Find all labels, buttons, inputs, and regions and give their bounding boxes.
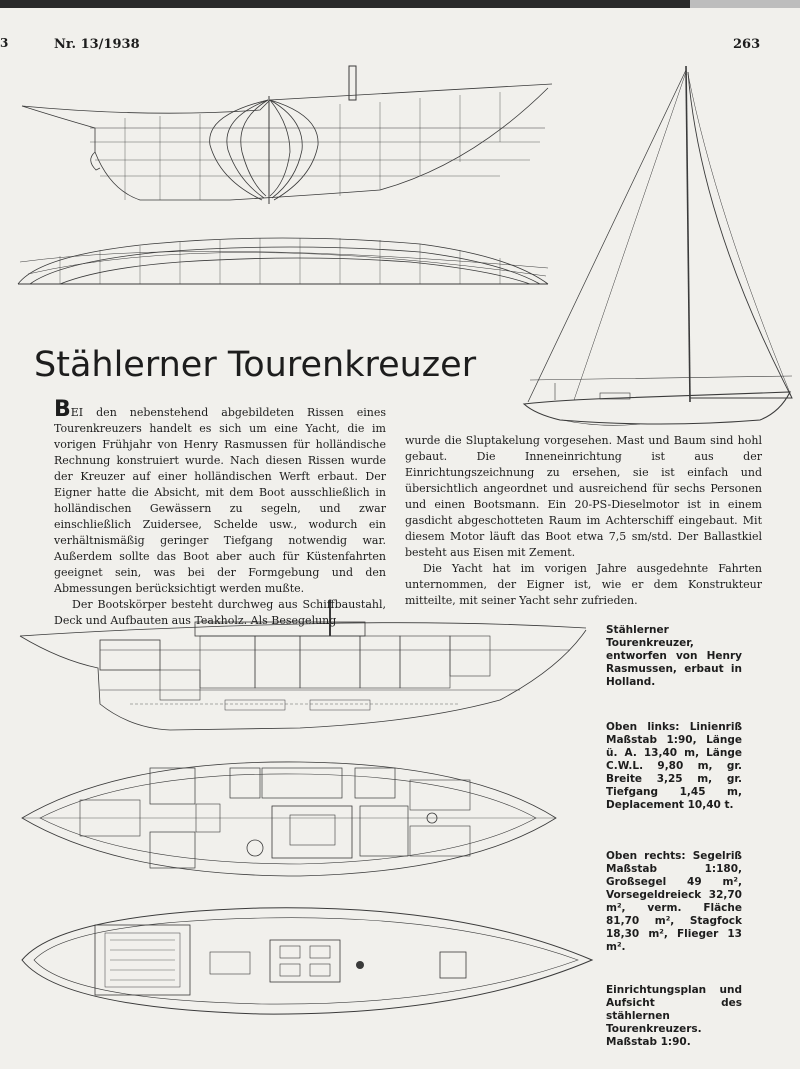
sail-plan: [524, 66, 792, 425]
lines-plan-half-breadth: [18, 238, 548, 284]
interior-plan: [22, 762, 556, 876]
caption-interior-plan-text: Einrichtungsplan und Aufsicht des stählernen Tourenkreuzers. Maßstab 1:90.: [606, 984, 742, 1048]
caption-sail-plan: [606, 850, 742, 954]
article-title: Stählerner Tourenkreuzer: [34, 345, 477, 385]
deck-plan: [22, 908, 592, 1014]
issue-number: Nr. 13/1938: [54, 37, 140, 52]
article-column-right: [405, 433, 762, 609]
lines-plan-profile: [22, 66, 552, 204]
lead-paragraph-text: EI den nebenstehend abgebildeten Rissen eines Tourenkreuzers handelt es sich um eine Yacht, die im vorigen Frühjahr von Henry Rasmussen für holländische Rechnung konstruiert wurde. Nach diesen Rissen wurde der Kreuzer auf einer holländischen Werft erbaut. Der Eigner hatte die Absicht, mit dem Boot ausschließlich in holländischen Gewässern zu segeln, und zwar einschließlich Zuidersee, Schelde usw., wodurch ein verhältnismäßig geringer Tiefgang notwendig war. Außerdem sollte das Boot aber auch für Küstenfahrten geeignet sein, was bei der Formgebung und den Abmessungen berücksichtigt werden mußte.: [54, 406, 386, 595]
lead-paragraph: [54, 397, 386, 597]
caption-sail-plan-text: Oben rechts: Segelriß Maßstab 1:180, Großsegel 49 m², Vorsegeldreieck 32,70 m², verm. Fläche 81,70 m², Stagfock 18,30 m², Flieger 13 m².: [606, 850, 742, 953]
body-paragraph-2-start: Der Bootskörper besteht durchweg aus Schiffbaustahl, Deck und Aufbauten aus Teakholz. Als Besegelung: [54, 598, 386, 627]
body-paragraph-3: Die Yacht hat im vorigen Jahre ausgedehnte Fahrten unternommen, der Eigner ist, wie er dem Konstrukteur mitteilte, mit seiner Yacht sehr zufrieden.: [405, 562, 762, 607]
body-paragraph-2-continued: wurde die Sluptakelung vorgesehen. Mast und Baum sind hohl gebaut. Die Inneneinrichtung ist aus der Einrichtungszeichnung zu ersehen, sie ist einfach und übersichtlich angeordnet und ausreichend für sechs Personen und einen Bootsmann. Ein 20-PS-Dieselmotor ist in einem gasdicht abgeschotteten Raum im Achterschiff eingebaut. Mit diesem Motor läuft das Boot etwa 7,5 sm/std. Der Ballastkiel besteht aus Eisen mit Zement.: [405, 434, 762, 559]
caption-interior-plan: [606, 984, 742, 1049]
page-number: 263: [733, 37, 761, 52]
caption-lines-plan: [606, 721, 742, 812]
drop-cap: B: [54, 397, 71, 422]
caption-lines-plan-text: Oben links: Linienriß Maßstab 1:90, Länge ü. A. 13,40 m, Länge C.W.L. 9,80 m, gr. Breite 3,25 m, gr. Tiefgang 1,45 m, Deplacement 10,40 t.: [606, 721, 742, 811]
caption-main: [606, 624, 742, 689]
article-column-left: [54, 397, 386, 629]
caption-main-text: Stählerner Tourenkreuzer, entworfen von Henry Rasmussen, erbaut in Holland.: [606, 624, 742, 688]
edge-mark: 3: [0, 36, 9, 50]
